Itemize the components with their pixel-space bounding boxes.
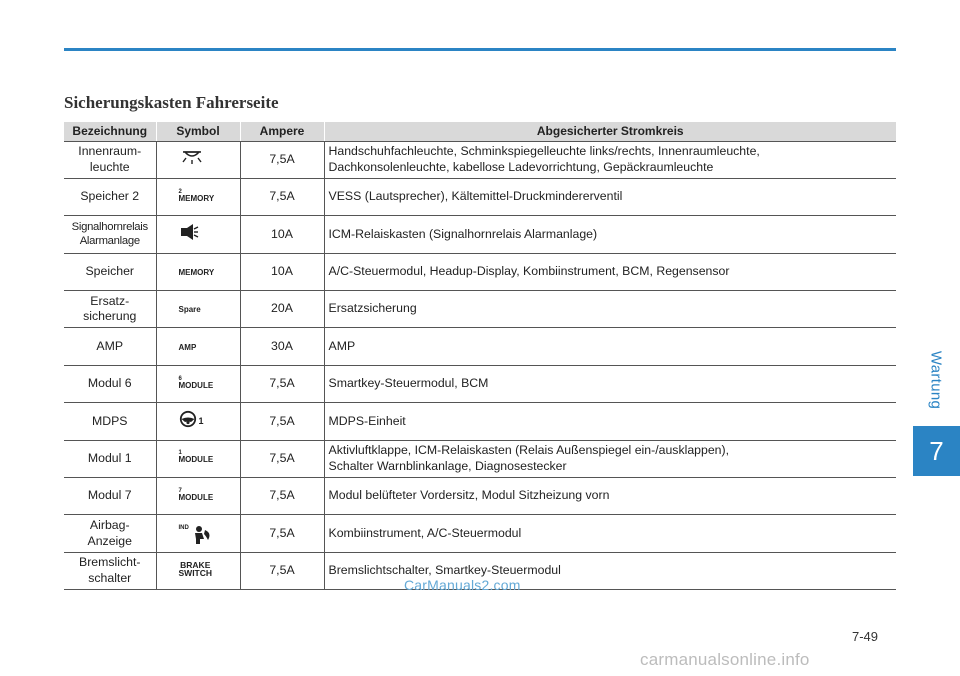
- section-heading: Sicherungskasten Fahrerseite: [64, 93, 279, 112]
- fuse-circuit-line: A/C-Steuermodul, Headup-Display, Kombiinstrument, BCM, Regensensor: [328, 264, 730, 278]
- fuse-circuit-line: VESS (Lautsprecher), Kältemittel-Druckmindererventil: [328, 189, 623, 204]
- fuse-symbol-index: 1: [178, 450, 182, 457]
- page-number: 7-49: [852, 629, 879, 644]
- column-header-ampere: Ampere: [240, 122, 324, 141]
- watermark-carmanuals2: CarManuals2.com: [404, 577, 521, 593]
- fuse-name: [64, 365, 156, 402]
- table-row: [64, 291, 896, 328]
- fuse-circuit-line: Modul belüfteter Vordersitz, Modul Sitzheizung vorn: [328, 488, 610, 503]
- fuse-name-line: AMP: [96, 338, 124, 353]
- fuse-ampere: 10A: [240, 253, 324, 290]
- fuse-name-line: Modul 7: [87, 488, 132, 503]
- fuse-symbol-graphic: [179, 525, 213, 550]
- fuse-symbol-text: MODULE: [178, 492, 214, 502]
- fuse-symbol-text: MODULE: [178, 455, 214, 465]
- fuse-name: [64, 515, 156, 552]
- fuse-symbol: [156, 478, 240, 515]
- fuse-symbol: [156, 178, 240, 215]
- table-row: [64, 253, 896, 290]
- fuse-symbol-label: [179, 450, 214, 464]
- fuse-symbol: [156, 253, 240, 290]
- fuse-symbol: [156, 328, 240, 365]
- fuse-table: [64, 122, 896, 590]
- fuse-symbol: [156, 216, 240, 253]
- fuse-circuit: [324, 328, 896, 365]
- fuse-name-line: Airbag-: [89, 517, 130, 532]
- fuse-name: [64, 478, 156, 515]
- table-row: [64, 478, 896, 515]
- section-side-label: Wartung: [927, 350, 945, 410]
- fuse-name: [64, 328, 156, 365]
- table-row: [64, 328, 896, 365]
- fuse-ampere: 10A: [240, 216, 324, 253]
- fuse-name: [64, 552, 156, 589]
- fuse-name: [64, 291, 156, 328]
- fuse-name: [64, 141, 156, 178]
- fuse-name-line: MDPS: [91, 413, 128, 428]
- fuse-circuit: [324, 141, 896, 178]
- table-row: [64, 365, 896, 402]
- fuse-name-line: Innenraum-: [78, 143, 142, 158]
- fuse-ampere: 7,5A: [240, 403, 324, 440]
- fuse-symbol-label: [179, 306, 201, 314]
- table-row: [64, 515, 896, 552]
- fuse-symbol-text: BRAKE: [180, 559, 211, 570]
- fuse-symbol-index: 2: [178, 188, 182, 195]
- fuse-symbol-text: MEMORY: [178, 268, 215, 277]
- fuse-circuit-line: Dachkonsolenleuchte, kabellose Ladevorrichtung, Gepäckraumleuchte: [328, 159, 714, 174]
- fuse-circuit: [324, 365, 896, 402]
- fuse-table-body: [64, 141, 896, 590]
- fuse-circuit-line: Handschuhfachleuchte, Schminkspiegelleuchte links/rechts, Innenraumleuchte,: [328, 143, 760, 158]
- fuse-symbol: [156, 291, 240, 328]
- fuse-circuit-line: Kombiinstrument, A/C-Steuermodul: [328, 525, 522, 540]
- fuse-ampere: 7,5A: [240, 178, 324, 215]
- fuse-symbol: [156, 440, 240, 477]
- table-row: [64, 216, 896, 253]
- fuse-name-line: Ersatz-: [90, 293, 130, 308]
- fuse-symbol-text: SWITCH: [178, 568, 213, 579]
- fuse-symbol-graphic: [179, 149, 205, 170]
- fuse-circuit-line: Schalter Warnblinkanlage, Diagnosestecker: [328, 458, 567, 473]
- fuse-circuit: [324, 440, 896, 477]
- column-header-name: Bezeichnung: [64, 122, 156, 141]
- fuse-name-line: sicherung: [83, 309, 137, 324]
- fuse-symbol: [156, 552, 240, 589]
- fuse-circuit-line: Smartkey-Steuermodul, BCM: [328, 376, 489, 391]
- fuse-name-line: Anzeige: [87, 533, 132, 548]
- fuse-name-line: Signalhornrelais: [71, 221, 148, 234]
- column-header-symbol: Symbol: [156, 122, 240, 141]
- table-header-row: [64, 122, 896, 141]
- chapter-tab: 7: [913, 426, 960, 476]
- fuse-ampere: 7,5A: [240, 478, 324, 515]
- fuse-symbol-label: [179, 189, 215, 203]
- fuse-circuit: [324, 478, 896, 515]
- fuse-name-line: leuchte: [89, 159, 130, 174]
- fuse-ampere: 30A: [240, 328, 324, 365]
- fuse-symbol-text: Spare: [178, 305, 201, 315]
- watermark-carmanualsonline: carmanualsonline.info: [640, 650, 810, 669]
- fuse-circuit-line: Ersatzsicherung: [328, 301, 417, 316]
- fuse-circuit-line: AMP: [328, 338, 356, 353]
- fuse-symbol-text: AMP: [178, 342, 197, 352]
- fuse-symbol: [156, 365, 240, 402]
- fuse-symbol-label: [179, 269, 215, 277]
- fuse-ampere: 20A: [240, 291, 324, 328]
- fuse-circuit-line: Aktivluftklappe, ICM-Relaiskasten (Relais Außenspiegel ein-/ausklappen),: [328, 443, 730, 458]
- interior-lamp-icon: [179, 149, 205, 170]
- table-row: [64, 403, 896, 440]
- fuse-name: [64, 253, 156, 290]
- fuse-ampere: 7,5A: [240, 365, 324, 402]
- fuse-name-line: Bremslicht-: [79, 555, 141, 570]
- airbag-icon: [191, 525, 213, 550]
- top-rule: [64, 48, 896, 51]
- column-header-circuit: Abgesicherter Stromkreis: [324, 122, 896, 141]
- fuse-symbol: [156, 403, 240, 440]
- fuse-name-line: Modul 6: [87, 376, 132, 391]
- fuse-symbol-index: 6: [178, 375, 182, 382]
- fuse-ampere: 7,5A: [240, 552, 324, 589]
- fuse-symbol-graphic: [179, 223, 199, 246]
- fuse-name-line: Speicher: [85, 264, 135, 278]
- fuse-symbol-label: [179, 488, 214, 502]
- fuse-symbol-suffix: 1: [198, 415, 204, 426]
- fuse-symbol-label: [179, 561, 213, 578]
- fuse-circuit-line: MDPS-Einheit: [328, 413, 406, 428]
- horn-icon: [179, 223, 199, 246]
- fuse-circuit-line: ICM-Relaiskasten (Signalhornrelais Alarmanlage): [328, 226, 598, 241]
- fuse-name: [64, 178, 156, 215]
- fuse-symbol-graphic: [179, 410, 204, 433]
- fuse-circuit: [324, 178, 896, 215]
- fuse-circuit: [324, 515, 896, 552]
- fuse-symbol-index: 7: [178, 487, 182, 494]
- fuse-circuit: [324, 291, 896, 328]
- fuse-name-line: Alarmanlage: [79, 235, 140, 248]
- table-row: [64, 141, 896, 178]
- fuse-name: [64, 440, 156, 477]
- fuse-symbol-text: MEMORY: [178, 193, 215, 203]
- fuse-ampere: 7,5A: [240, 141, 324, 178]
- fuse-circuit: [324, 253, 896, 290]
- fuse-symbol-prefix: IND: [178, 524, 189, 531]
- fuse-ampere: 7,5A: [240, 515, 324, 552]
- fuse-circuit-line: Bremslichtschalter, Smartkey-Steuermodul: [328, 563, 561, 578]
- fuse-circuit: [324, 403, 896, 440]
- table-row: [64, 178, 896, 215]
- fuse-name: [64, 403, 156, 440]
- fuse-symbol-label: [179, 376, 214, 390]
- fuse-symbol: [156, 141, 240, 178]
- fuse-circuit: [324, 216, 896, 253]
- fuse-name-line: Modul 1: [87, 450, 132, 465]
- steering-wheel-icon: [179, 410, 197, 433]
- table-row: [64, 440, 896, 477]
- fuse-ampere: 7,5A: [240, 440, 324, 477]
- fuse-symbol: [156, 515, 240, 552]
- fuse-name-line: Speicher 2: [80, 189, 140, 204]
- fuse-name-line: schalter: [88, 570, 132, 585]
- fuse-name: [64, 216, 156, 253]
- fuse-symbol-text: MODULE: [178, 380, 214, 390]
- fuse-symbol-label: [179, 344, 197, 352]
